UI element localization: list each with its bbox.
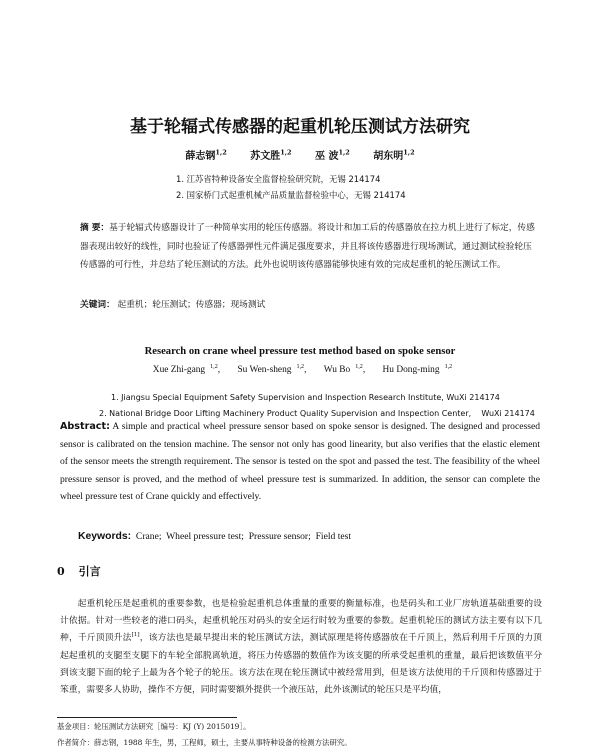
abstract-en — [60, 418, 540, 506]
keywords-text-cn: 起重机；轮压测试；传感器；现场测试 — [117, 300, 266, 310]
body-paragraph — [60, 596, 542, 699]
paper-title-en: Research on crane wheel pressure test method based on spoke sensor — [144, 346, 456, 357]
author-cn: 苏文胜$^{1,2}$ — [250, 148, 292, 162]
body-text: 起重机轮压是起重机的重要参数，也是检验起重机总体重量的重要的衡量标准，也是码头和工业厂房轨道基础重要的设计依据。针对一些较老的港口码头，起重机轮压对码头的安全运行时较为重要的参数。起重机轮压的测试方法主要有以下几种，千斤顶顶升法 — [60, 599, 542, 644]
footnote-divider — [57, 717, 237, 718]
paper-title-cn: 基于轮辐式传感器的起重机轮压测试方法研究 — [130, 117, 470, 137]
abstract-text-en: A simple and practical wheel pressure sensor based on spoke sensor is designed. The designed and processed sensor is calibrated on the tension machine. The sensor not only has good linearity, but also verifies that the elastic element of the sensor meets the strength requirement. The sensor is tested on the spot and passed the test. The feasibility of the wheel pressure sensor is proved, and the method of wheel pressure test is summarized. In addition, the sensor can complete the wheel pressure test of Crane quickly and effectively. — [60, 421, 540, 503]
author-cn: 薛志钢$^{1,2}$ — [185, 148, 227, 162]
section-heading — [57, 563, 101, 579]
author-en: Xue Zhi-gang $^{1,2}$, — [152, 363, 221, 375]
author-en: Hu Dong-ming $^{1,2}$ — [382, 363, 453, 375]
authors-cn — [0, 147, 600, 162]
affiliation-cn: 1. 江苏省特种设备安全监督检验研究院，无锡 214174 — [176, 174, 381, 184]
affiliations-cn — [176, 171, 406, 203]
abstract-label-cn: 摘 要： — [80, 223, 110, 233]
affiliation-cn: 2. 国家桥门式起重机械产品质量监督检验中心，无锡 214174 — [176, 190, 406, 200]
section-number: 0 — [57, 565, 65, 578]
abstract-label-en: Abstract: — [60, 421, 110, 432]
section-title: 引言 — [78, 565, 101, 578]
keywords-cn — [80, 298, 265, 310]
keywords-en — [78, 531, 351, 542]
footnote-author-bio: 作者简介：薛志钢，1988 年生，男，工程师，硕士，主要从事特种设备的检测方法研究。 — [57, 738, 352, 747]
affiliation-en: 2. National Bridge Door Lifting Machinery Product Quality Supervision and Inspection Center, WuXi 214174 — [99, 409, 535, 418]
abstract-cn — [80, 219, 536, 275]
citation-ref: [1] — [131, 632, 140, 639]
author-en: Wu Bo $^{1,2}$, — [323, 363, 366, 375]
abstract-text-cn: 基于轮辐式传感器设计了一种简单实用的轮压传感器。将设计和加工后的传感器放在拉力机上进行了标定，传感器表现出较好的线性，同时也验证了传感器弹性元件满足强度要求，并且将该传感器进行现场测试，通过测试检验轮压传感器的可行性，并总结了轮压测试的方法。此外也说明该传感器能够快速有效的完成起重机的轮压测试工作。 — [80, 223, 535, 270]
author-cn: 巫 波$^{1,2}$ — [315, 148, 350, 162]
keywords-text-en: Crane; Wheel pressure test; Pressure sensor; Field test — [135, 531, 352, 542]
affiliation-en: 1. Jiangsu Special Equipment Safety Supervision and Inspection Research Institute, WuXi 214174 — [111, 393, 500, 402]
body-text: ，该方法也是最早提出来的轮压测试方法，测试原理是将传感器放在千斤顶上，然后利用千斤顶的力顶起起重机的支腿至支腿下的车轮全部脱离轨道，将压力传感器的数值作为该支腿的所承受起重机的重量，最后把该数值平分到该支腿下面的轮子上最为各个轮子的轮压。该方法在现在轮压测试中被经常用到，但是该方法使用的千斤顶和传感器过于笨重，需要多人协助，操作不方便，同时需要额外提供一个液压站，此外该测试的轮压只是平均值， — [60, 633, 542, 696]
authors-en — [0, 365, 600, 375]
footnote-funding: 基金项目：轮压测试方法研究［编号：KJ (Y) 2015019］。 — [57, 722, 251, 731]
keywords-label-en: Keywords: — [78, 531, 132, 542]
keywords-label-cn: 关键词： — [80, 300, 115, 310]
author-cn: 胡东明$^{1,2}$ — [373, 148, 415, 162]
author-en: Su Wen-sheng $^{1,2}$, — [237, 363, 307, 375]
